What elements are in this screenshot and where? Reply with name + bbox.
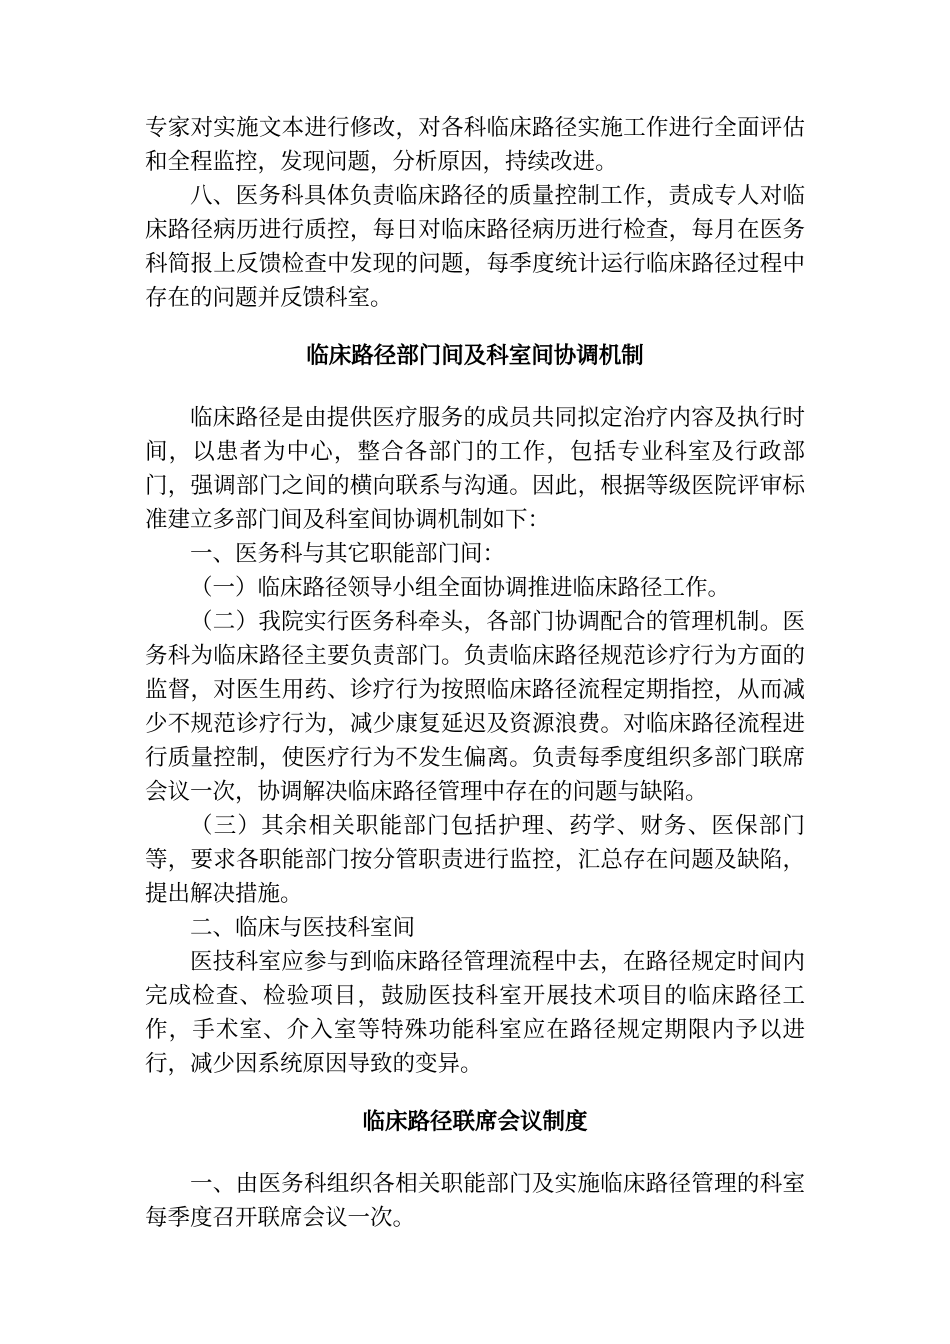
document-heading: 临床路径部门间及科室间协调机制 <box>306 343 644 368</box>
document-paragraph: 专家对实施文本进行修改，对各科临床路径实施工作进行全面评估和全程监控，发现问题，分析原因，持续改进。 <box>145 115 805 174</box>
document-paragraph: 临床路径是由提供医疗服务的成员共同拟定治疗内容及执行时间，以患者为中心，整合各部门的工作，包括专业科室及行政部门，强调部门之间的横向联系与沟通。因此，根据等级医院评审标准建立多部门间及科室间协调机制如下： <box>145 405 805 532</box>
document-paragraph: 二、临床与医技科室间 <box>190 915 416 940</box>
document-paragraph: 一、医务科与其它职能部门间： <box>190 541 506 566</box>
document-paragraph: （一）临床路径领导小组全面协调推进临床路径工作。 <box>190 575 731 600</box>
document-paragraph: 一、由医务科组织各相关职能部门及实施临床路径管理的科室每季度召开联席会议一次。 <box>145 1171 805 1230</box>
document-paragraph: 医技科室应参与到临床路径管理流程中去，在路径规定时间内完成检查、检验项目，鼓励医技科室开展技术项目的临床路径工作，手术室、介入室等特殊功能科室应在路径规定期限内予以进行，减少因系统原因导致的变异。 <box>145 949 805 1076</box>
document-paragraph: （二）我院实行医务科牵头，各部门协调配合的管理机制。医务科为临床路径主要负责部门。负责临床路径规范诊疗行为方面的监督，对医生用药、诊疗行为按照临床路径流程定期指控，从而减少不规范诊疗行为，减少康复延迟及资源浪费。对临床路径流程进行质量控制，使医疗行为不发生偏离。负责每季度组织多部门联席会议一次，协调解决临床路径管理中存在的问题与缺陷。 <box>145 609 805 804</box>
document-paragraph: （三）其余相关职能部门包括护理、药学、财务、医保部门等，要求各职能部门按分管职责进行监控，汇总存在问题及缺陷，提出解决措施。 <box>145 813 805 906</box>
document-heading: 临床路径联席会议制度 <box>362 1109 588 1134</box>
document-body <box>145 111 805 1235</box>
document-paragraph: 八、医务科具体负责临床路径的质量控制工作，责成专人对临床路径病历进行质控，每日对临床路径病历进行检查，每月在医务科简报上反馈检查中发现的问题，每季度统计运行临床路径过程中存在的问题并反馈科室。 <box>145 183 805 310</box>
